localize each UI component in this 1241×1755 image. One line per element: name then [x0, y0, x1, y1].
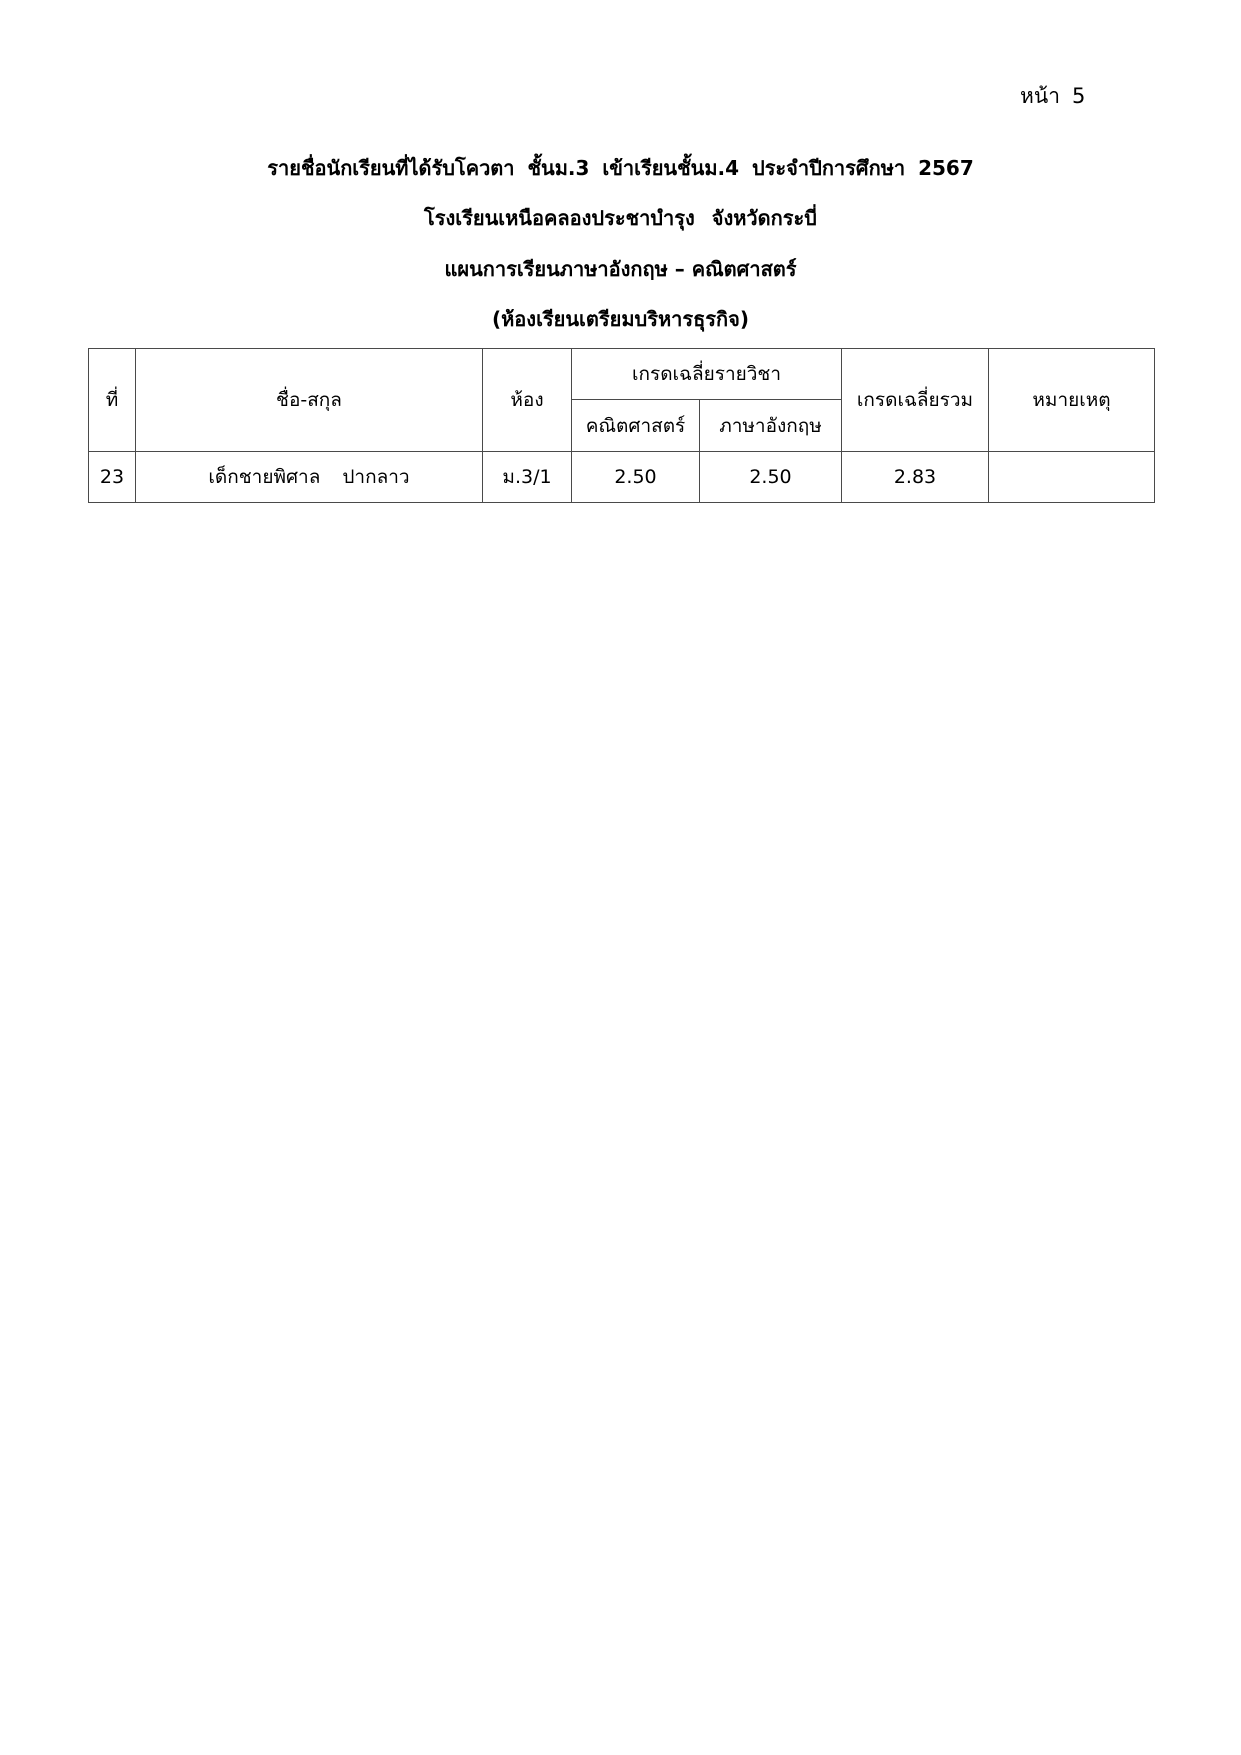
study-plan: แผนการเรียนภาษาอังกฤษ – คณิตศาสตร์ [444, 257, 797, 281]
cell-english-grade: 2.50 [700, 452, 842, 503]
header-overall-average: เกรดเฉลี่ยรวม [842, 349, 989, 452]
header-english: ภาษาอังกฤษ [700, 400, 842, 452]
classroom-type: (ห้องเรียนเตรียมบริหารธุรกิจ) [491, 307, 750, 331]
page-number-value: 5 [1072, 84, 1086, 108]
page-number-label: หน้า [1020, 84, 1060, 108]
cell-math-grade: 2.50 [572, 452, 700, 503]
header-name: ชื่อ-สกุล [136, 349, 483, 452]
header-remark: หมายเหตุ [989, 349, 1155, 452]
document-title: รายชื่อนักเรียนที่ได้รับโควตา ชั้นม.3 เข้าเรียนชั้นม.4 ประจำปีการศึกษา 2567 [267, 156, 974, 180]
header-subject-average: เกรดเฉลี่ยรายวิชา [572, 349, 842, 400]
last-name: ปากลาว [342, 466, 410, 488]
cell-remark [989, 452, 1155, 503]
table-row [89, 452, 1155, 503]
first-name: เด็กชายพิศาล [208, 466, 321, 488]
header-math: คณิตศาสตร์ [572, 400, 700, 452]
cell-no: 23 [89, 452, 136, 503]
cell-overall-grade: 2.83 [842, 452, 989, 503]
cell-room: ม.3/1 [483, 452, 572, 503]
header-room: ห้อง [483, 349, 572, 452]
cell-name [136, 452, 483, 503]
page-number [1020, 80, 1140, 113]
header-no: ที่ [89, 349, 136, 452]
header-row [89, 349, 1155, 400]
student-grade-table [88, 348, 1155, 503]
school-name: โรงเรียนเหนือคลองประชาบำรุง จังหวัดกระบี่ [424, 206, 817, 230]
